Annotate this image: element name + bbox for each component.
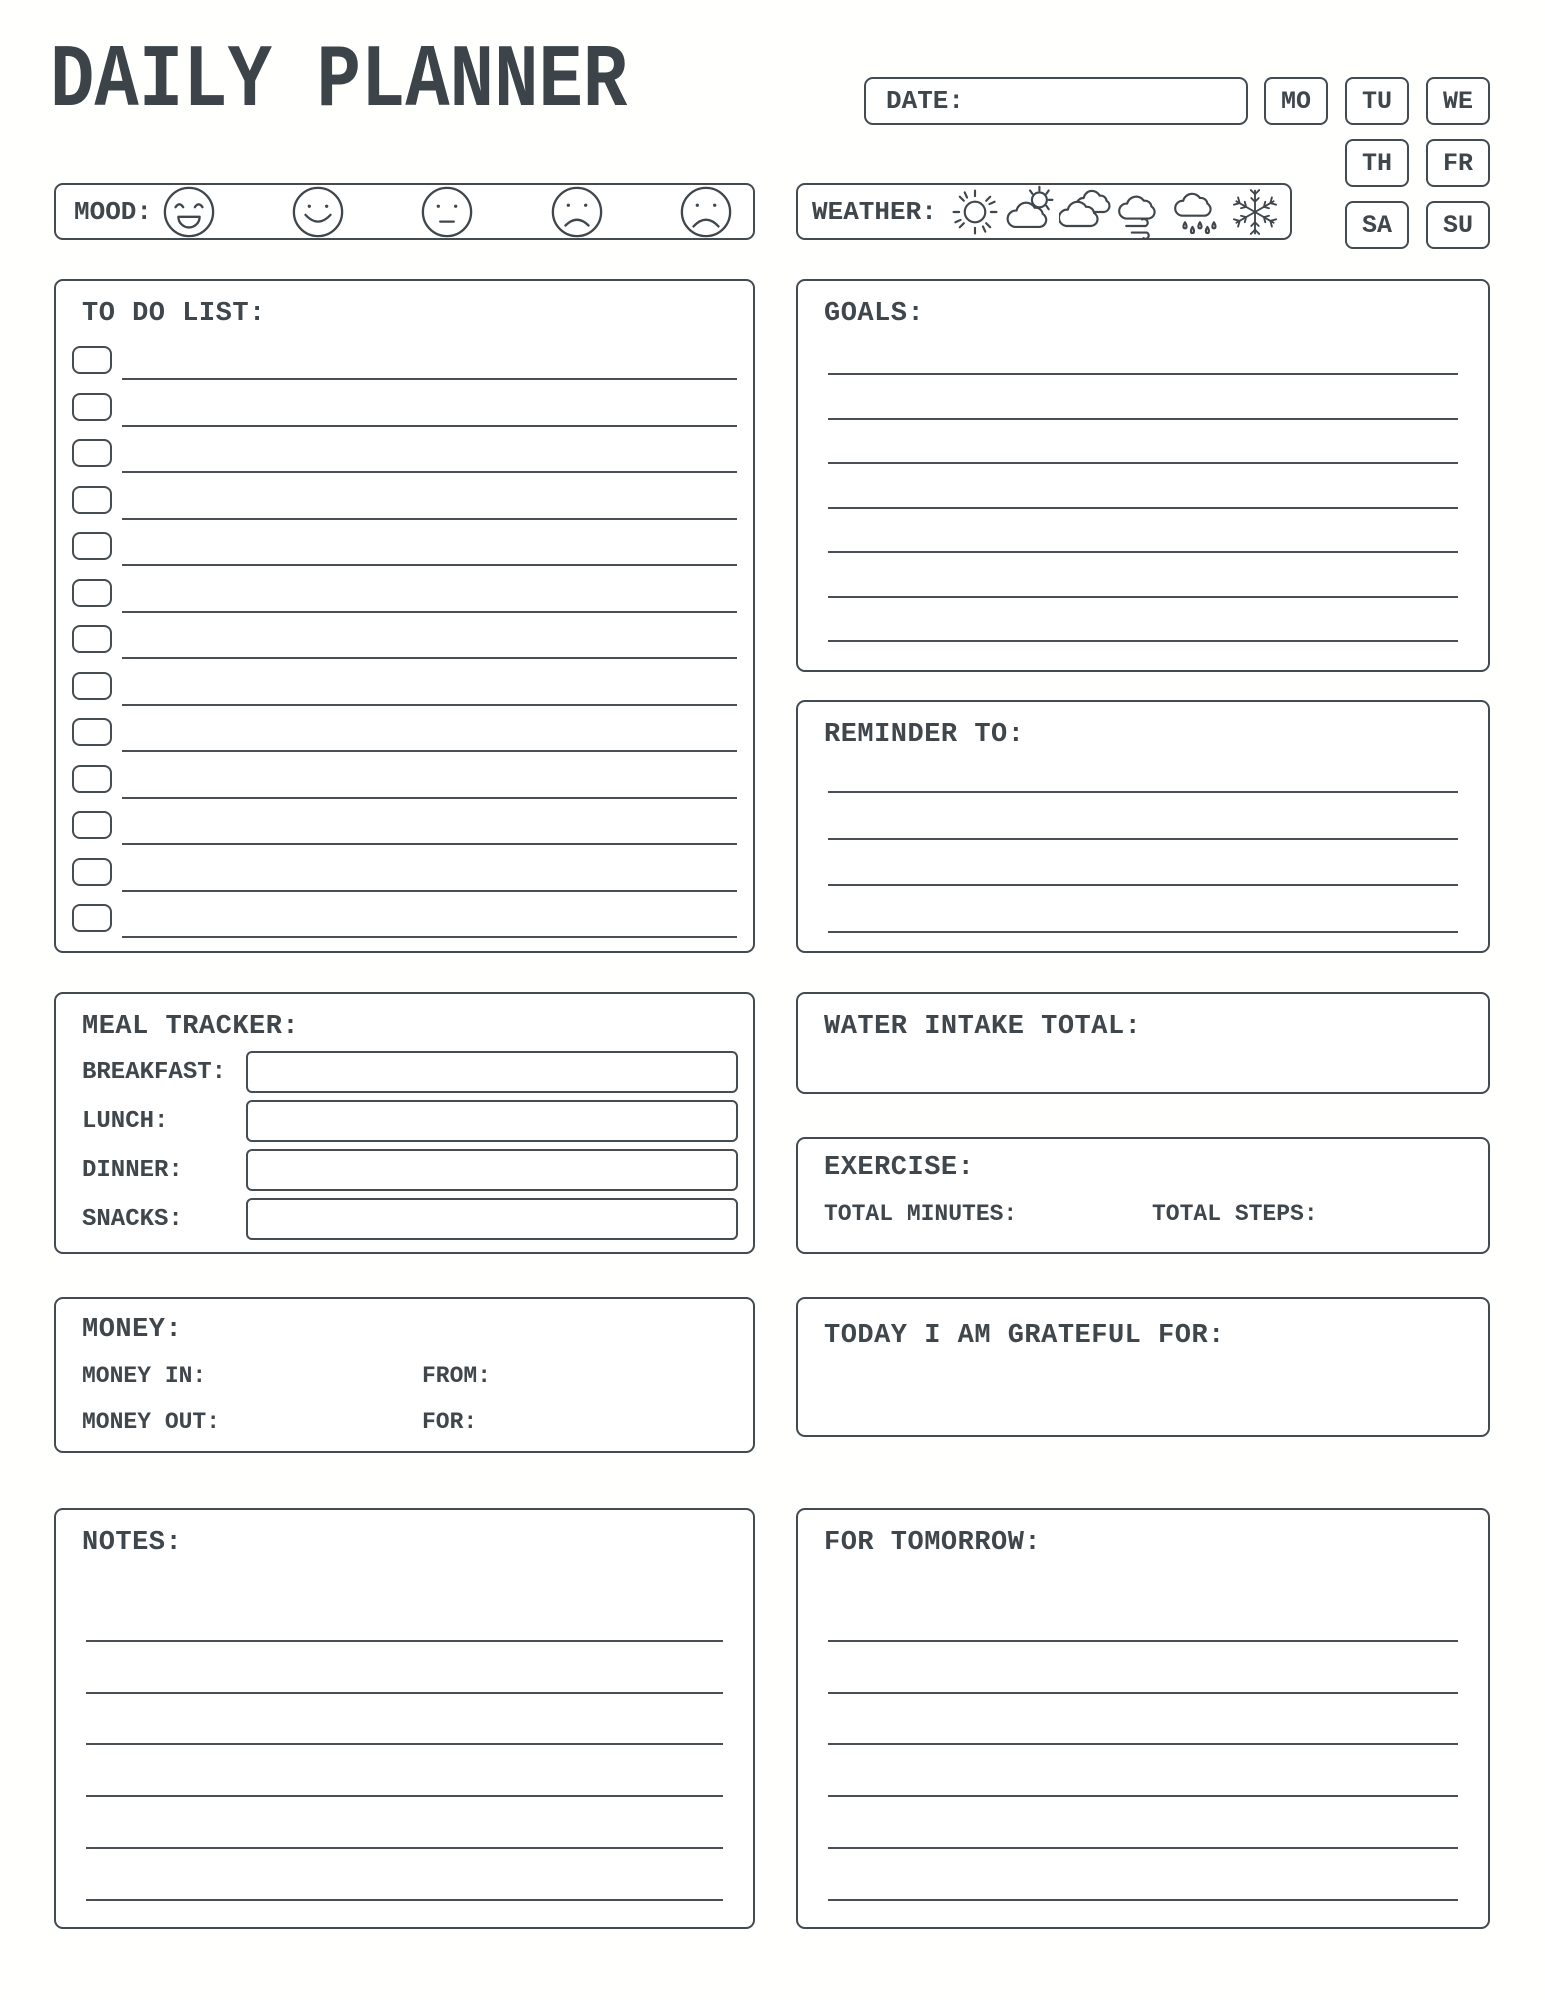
meal-tracker-section [54,992,755,1254]
ruled-writing-line[interactable] [828,464,1458,508]
sunny-icon[interactable] [947,184,1003,240]
todo-item-row [56,670,753,717]
todo-writing-line[interactable] [122,611,737,613]
grateful-title: TODAY I AM GRATEFUL FOR: [824,1321,1225,1351]
exercise-section [796,1137,1490,1254]
goals-section [796,279,1490,672]
todo-item-row [56,623,753,670]
todo-writing-line[interactable] [122,750,737,752]
reminder-title: REMINDER TO: [824,720,1025,750]
ruled-writing-line[interactable] [86,1642,723,1694]
mood-label: MOOD: [74,196,153,227]
ruled-writing-line[interactable] [828,1745,1458,1797]
grateful-section[interactable] [796,1297,1490,1437]
ruled-writing-line[interactable] [86,1797,723,1849]
todo-writing-line[interactable] [122,425,737,427]
todo-checkbox[interactable] [72,625,112,653]
snacks-input[interactable] [246,1198,738,1240]
date-label: DATE: [886,86,965,116]
page-title: DAILY PLANNER [50,32,628,133]
todo-item-row [56,716,753,763]
mood-tracker [54,183,755,240]
todo-writing-line[interactable] [122,657,737,659]
money-title: MONEY: [82,1315,183,1345]
dinner-input[interactable] [246,1149,738,1191]
todo-item-row [56,391,753,438]
water-intake-title: WATER INTAKE TOTAL: [824,1012,1142,1042]
snacks-label: SNACKS: [82,1206,183,1233]
todo-writing-line[interactable] [122,518,737,520]
day-button-we[interactable]: WE [1426,77,1490,125]
ruled-writing-line[interactable] [828,1590,1458,1642]
money-for-label[interactable]: FOR: [422,1409,478,1435]
notes-title: NOTES: [82,1528,183,1558]
water-intake-section[interactable] [796,992,1490,1094]
day-button-fr[interactable]: FR [1426,139,1490,187]
reminder-lines [828,746,1458,933]
todo-item-row [56,577,753,624]
windy-icon[interactable] [1115,184,1171,240]
todo-writing-line[interactable] [122,936,737,938]
todo-writing-line[interactable] [122,378,737,380]
day-button-tu[interactable]: TU [1345,77,1409,125]
for-tomorrow-lines [828,1590,1458,1901]
breakfast-input[interactable] [246,1051,738,1093]
todo-item-row [56,856,753,903]
dinner-label: DINNER: [82,1157,183,1184]
notes-section [54,1508,755,1929]
date-field[interactable] [864,77,1248,125]
ruled-writing-line[interactable] [86,1694,723,1746]
weather-label: WEATHER: [812,196,937,227]
todo-item-row [56,763,753,810]
meal-row-lunch [56,1100,753,1149]
todo-writing-line[interactable] [122,843,737,845]
todo-checkbox[interactable] [72,346,112,374]
todo-item-row [56,530,753,577]
todo-checkbox[interactable] [72,718,112,746]
todo-writing-line[interactable] [122,471,737,473]
todo-checkbox[interactable] [72,393,112,421]
lunch-input[interactable] [246,1100,738,1142]
ruled-writing-line[interactable] [86,1745,723,1797]
meal-row-snacks [56,1198,753,1247]
todo-item-row [56,902,753,949]
day-button-mo[interactable]: MO [1264,77,1328,125]
total-steps-label[interactable]: TOTAL STEPS: [1152,1201,1318,1227]
weather-tracker [796,183,1292,240]
partly-cloudy-icon[interactable] [1003,184,1059,240]
ruled-writing-line[interactable] [828,375,1458,419]
ruled-writing-line[interactable] [828,1694,1458,1746]
ruled-writing-line[interactable] [828,840,1458,887]
day-of-week-selector [1264,77,1490,249]
todo-writing-line[interactable] [122,704,737,706]
reminder-section [796,700,1490,953]
ruled-writing-line[interactable] [828,553,1458,597]
todo-checkbox[interactable] [72,672,112,700]
meal-row-breakfast [56,1051,753,1100]
ruled-writing-line[interactable] [828,1642,1458,1694]
breakfast-label: BREAKFAST: [82,1059,227,1086]
notes-lines [86,1590,723,1901]
todo-writing-line[interactable] [122,890,737,892]
goals-title: GOALS: [824,299,925,329]
for-tomorrow-title: FOR TOMORROW: [824,1528,1042,1558]
mood-very-sad-face-icon[interactable] [679,185,733,239]
meal-tracker-title: MEAL TRACKER: [82,1012,300,1042]
todo-writing-line[interactable] [122,797,737,799]
meal-row-dinner [56,1149,753,1198]
ruled-writing-line[interactable] [86,1849,723,1901]
todo-checkbox[interactable] [72,765,112,793]
todo-checkbox[interactable] [72,579,112,607]
todo-rows [56,344,753,949]
for-tomorrow-section [796,1508,1490,1929]
total-minutes-label[interactable]: TOTAL MINUTES: [824,1201,1018,1227]
todo-checkbox[interactable] [72,904,112,932]
ruled-writing-line[interactable] [828,1849,1458,1901]
ruled-writing-line[interactable] [828,746,1458,793]
day-button-su[interactable]: SU [1426,201,1490,249]
mood-very-happy-face-icon[interactable] [162,185,216,239]
mood-sad-face-icon[interactable] [550,185,604,239]
rainy-icon[interactable] [1171,184,1227,240]
cloudy-icon[interactable] [1059,184,1115,240]
todo-checkbox[interactable] [72,811,112,839]
todo-item-row [56,809,753,856]
ruled-writing-line[interactable] [86,1590,723,1642]
todo-list-title: TO DO LIST: [82,299,266,329]
todo-checkbox[interactable] [72,439,112,467]
meal-rows [56,1051,753,1247]
todo-item-row [56,344,753,391]
mood-neutral-face-icon[interactable] [420,185,474,239]
money-section [54,1297,755,1453]
exercise-title: EXERCISE: [824,1153,975,1183]
ruled-writing-line[interactable] [828,886,1458,933]
mood-happy-face-icon[interactable] [291,185,345,239]
day-button-th[interactable]: TH [1345,139,1409,187]
day-button-sa[interactable]: SA [1345,201,1409,249]
money-in-label[interactable]: MONEY IN: [82,1363,207,1389]
todo-item-row [56,437,753,484]
todo-writing-line[interactable] [122,564,737,566]
snowy-icon[interactable] [1227,184,1283,240]
ruled-writing-line[interactable] [828,1797,1458,1849]
todo-checkbox[interactable] [72,858,112,886]
todo-checkbox[interactable] [72,486,112,514]
mood-options [162,185,733,239]
todo-list-section [54,279,755,953]
weather-options [947,184,1283,240]
lunch-label: LUNCH: [82,1108,169,1135]
ruled-writing-line[interactable] [828,420,1458,464]
ruled-writing-line[interactable] [828,509,1458,553]
todo-checkbox[interactable] [72,532,112,560]
ruled-writing-line[interactable] [828,331,1458,375]
goals-lines [828,331,1458,642]
ruled-writing-line[interactable] [828,793,1458,840]
money-from-label[interactable]: FROM: [422,1363,492,1389]
ruled-writing-line[interactable] [828,598,1458,642]
todo-item-row [56,484,753,531]
money-out-label[interactable]: MONEY OUT: [82,1409,221,1435]
